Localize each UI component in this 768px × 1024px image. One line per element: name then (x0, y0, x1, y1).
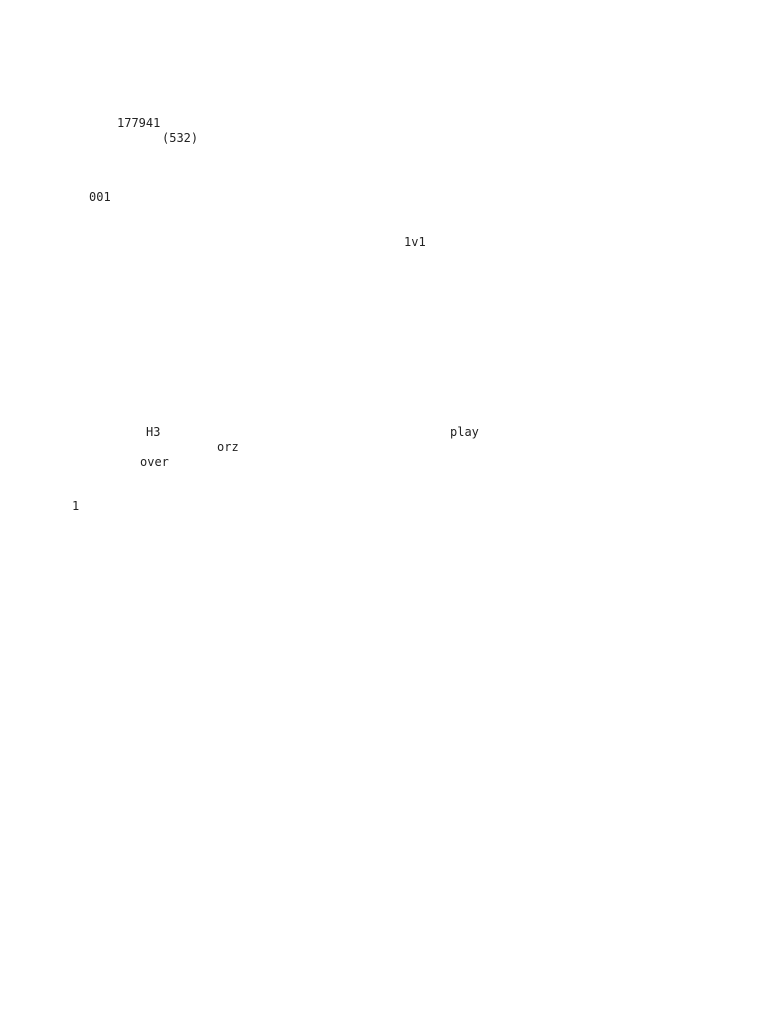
over-label: over (140, 455, 169, 469)
header-count: (532) (162, 131, 199, 145)
tag-h3: H3 (146, 425, 161, 439)
reaction-text: orz (217, 440, 239, 454)
header-id: 177941 (117, 116, 161, 130)
reference-code: 001 (89, 190, 111, 204)
play-label: play (450, 425, 479, 439)
versus-label: 1v1 (404, 235, 426, 249)
section-number: 1 (72, 499, 80, 513)
